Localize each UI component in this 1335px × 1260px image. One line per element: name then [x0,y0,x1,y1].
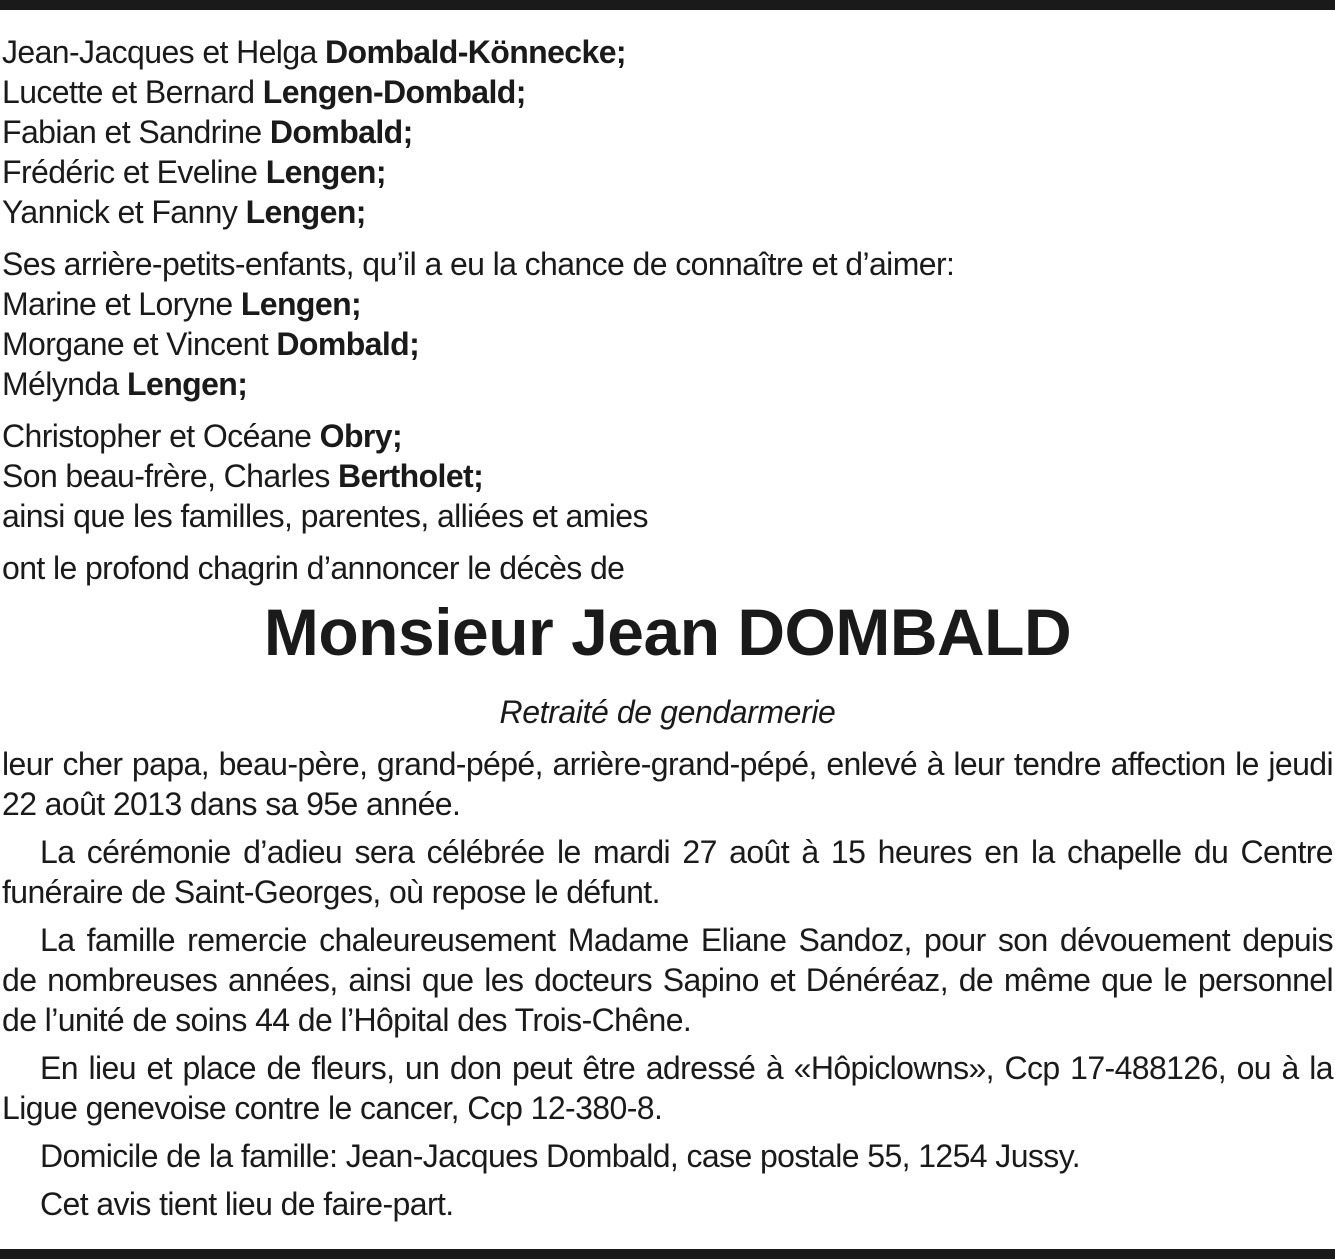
top-rule [0,0,1335,10]
given-names: Yannick et Fanny [2,194,246,230]
deceased-title: Retraité de gendarmerie [499,694,836,730]
family-line [2,72,1333,112]
body-paragraph: Domicile de la famille: Jean-Jacques Dombald, case postale 55, 1254 Jussy. [40,1138,1081,1174]
body-paragraph: En lieu et place de fleurs, un don peut être adressé à «Hôpiclowns», Ccp 17-488126, ou à la Ligue genevoise contre le cancer, Ccp 12-380-8. [2,1050,1333,1126]
given-names: Fabian et Sandrine [2,114,270,150]
obituary-notice [2,32,1333,1224]
announcement-line: ont le profond chagrin d’annoncer le décès de [2,550,625,586]
surname: Lengen; [127,366,248,402]
surname: Dombald; [269,114,413,150]
family-line [2,364,1333,404]
given-names: Marine et Loryne [2,286,241,322]
bottom-rule [0,1249,1335,1259]
body-paragraph: leur cher papa, beau-père, grand-pépé, arrière-grand-pépé, enlevé à leur tendre affection le jeudi 22 août 2013 dans sa 95e année. [2,746,1333,822]
relatives-closing: ainsi que les familles, parentes, alliées et amies [2,498,648,534]
body-paragraph: La famille remercie chaleureusement Madame Eliane Sandoz, pour son dévouement depuis de nombreuses années, ainsi que les docteurs Sapino et Dénéréaz, de même que le personnel de l’unité de soins 44 de l’Hôpital des Trois-Chêne. [2,922,1333,1038]
other-relatives-list [2,416,1333,536]
given-names: Christopher et Océane [2,418,320,454]
given-names: Jean-Jacques et Helga [2,34,326,70]
family-line [2,112,1333,152]
great-grandchildren-list [2,244,1333,404]
given-names: Morgane et Vincent [2,326,277,362]
surname: Dombald; [276,326,420,362]
surname: Lengen-Dombald; [262,74,526,110]
surname: Dombald-Könnecke; [325,34,626,70]
family-line [2,32,1333,72]
family-list [2,32,1333,232]
surname: Lengen; [245,194,366,230]
great-grandchildren-intro: Ses arrière-petits-enfants, qu’il a eu la chance de connaître et d’aimer: [2,246,955,282]
surname: Bertholet; [338,458,484,494]
family-line [2,152,1333,192]
body-paragraph: La cérémonie d’adieu sera célébrée le mardi 27 août à 15 heures en la chapelle du Centre funéraire de Saint-Georges, où repose le défunt. [2,834,1333,910]
surname: Lengen; [240,286,362,322]
given-names: Frédéric et Eveline [2,154,266,190]
family-line [2,324,1333,364]
family-line [2,416,1333,456]
deceased-name: Monsieur Jean DOMBALD [263,595,1072,669]
family-line [2,284,1333,324]
surname: Obry; [319,418,403,454]
family-line [2,456,1333,496]
given-names: Lucette et Bernard [2,74,263,110]
given-names: Mélynda [2,366,128,402]
body-paragraph: Cet avis tient lieu de faire-part. [40,1186,454,1222]
surname: Lengen; [265,154,386,190]
given-names: Son beau-frère, Charles [2,458,339,494]
family-line [2,192,1333,232]
